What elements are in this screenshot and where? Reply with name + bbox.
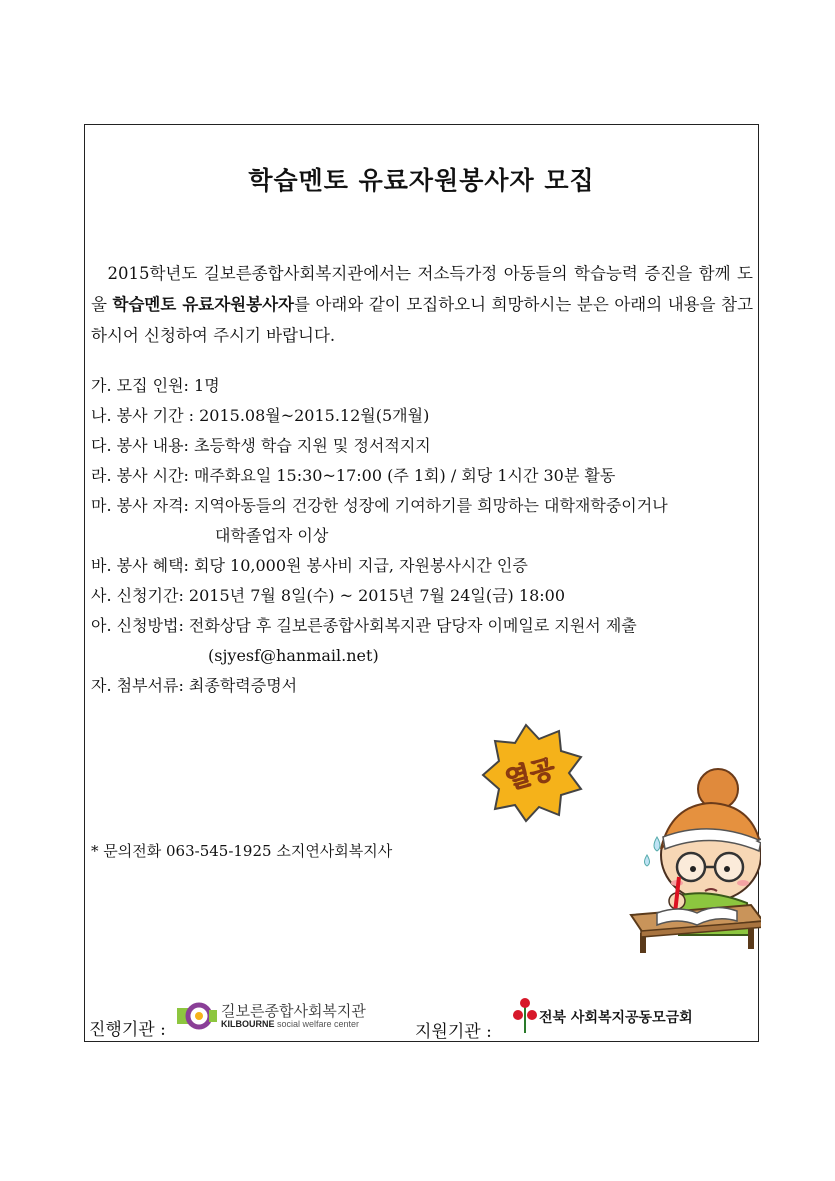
list-item: 사. 신청기간: 2015년 7월 8일(수) ~ 2015년 7월 24일(금) 18:00 bbox=[91, 586, 565, 605]
email-continuation: (sjyesf@hanmail.net) bbox=[208, 646, 379, 665]
yeolgong-badge-icon bbox=[483, 725, 581, 821]
list-item: 라. 봉사 시간: 매주화요일 15:30~17:00 (주 1회) / 회당 1시간 30분 활동 bbox=[91, 466, 616, 485]
list-item: 나. 봉사 기간 : 2015.08월~2015.12월(5개월) bbox=[91, 406, 430, 425]
list-item: 다. 봉사 내용: 초등학생 학습 지원 및 정서적지지 bbox=[91, 436, 431, 455]
kilbourne-logo-icon bbox=[177, 1000, 217, 1032]
list-item: 자. 첨부서류: 최종학력증명서 bbox=[91, 676, 298, 695]
sponsor-label: 지원기관 : bbox=[415, 1022, 492, 1042]
intro-text-after: 를 아래와 같이 모집하오니 희망하시는 분은 아래의 내용을 참고하시어 신청하여 주시기 바랍니다. bbox=[91, 295, 754, 345]
intro-text-bold: 학습멘토 유료자원봉사자 bbox=[112, 295, 294, 314]
list-item: 마. 봉사 자격: 지역아동들의 건강한 성장에 기여하기를 희망하는 대학재학중이거나 bbox=[91, 496, 668, 515]
notice-frame bbox=[84, 124, 759, 1042]
list-item: 아. 신청방법: 전화상담 후 길보른종합사회복지관 담당자 이메일로 지원서 제출 bbox=[91, 616, 637, 635]
sponsor-name: 전북 사회복지공동모금회 bbox=[539, 1010, 693, 1026]
organizer-english-name: KILBOURNE social welfare center bbox=[221, 1019, 360, 1029]
list-item-continuation: 대학졸업자 이상 bbox=[215, 526, 329, 545]
studying-girl-illustration bbox=[481, 717, 761, 957]
badge-text: 열공 bbox=[502, 754, 559, 797]
page-title: 학습멘토 유료자원봉사자 모집 bbox=[248, 166, 595, 195]
kilbourne-logo bbox=[177, 1000, 367, 1032]
organizer-label: 진행기관 : bbox=[89, 1020, 166, 1040]
recruitment-details-list bbox=[91, 371, 756, 701]
intro-text-before: 2015학년도 길보른종합사회복지관에서는 저소득가정 아동들의 학습능력 증진을 함께 도울 bbox=[91, 264, 753, 314]
contact-info: * 문의전화 063-545-1925 소지연사회복지사 bbox=[91, 842, 393, 860]
list-item: 가. 모집 인원: 1명 bbox=[91, 376, 220, 395]
organizer-name: 길보른종합사회복지관 bbox=[221, 1002, 366, 1020]
community-chest-logo bbox=[513, 995, 713, 1035]
love-fruit-icon bbox=[513, 995, 537, 1035]
list-item: 바. 봉사 혜택: 회당 10,000원 봉사비 지급, 자원봉사시간 인증 bbox=[91, 556, 528, 575]
intro-paragraph bbox=[91, 258, 753, 351]
